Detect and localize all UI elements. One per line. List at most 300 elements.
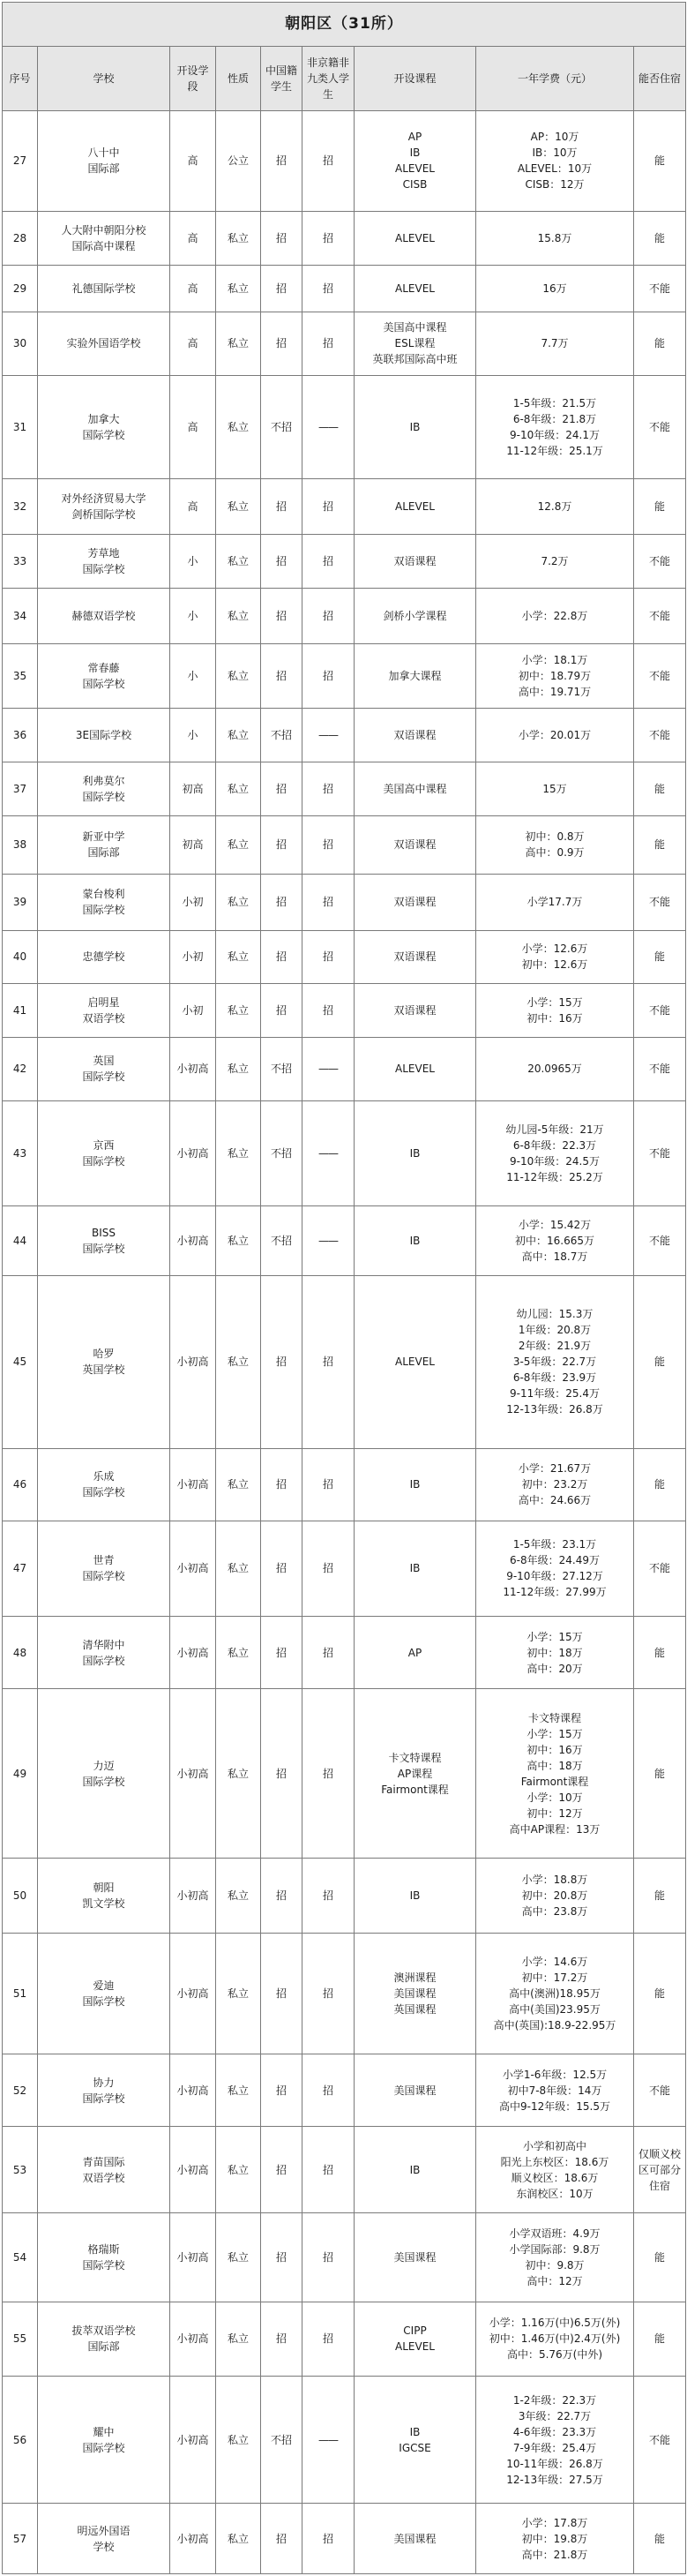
cell-stage: 小初高 [170,1689,216,1859]
cell-no: 56 [3,2377,38,2504]
cell-school [38,2127,170,2213]
cell-course [355,1276,476,1449]
cell-school-line: 国际学校 [82,1486,125,1499]
table-row [3,1521,686,1616]
cell-course-line: IB [409,1234,421,1247]
cell-nature: 私立 [216,1448,261,1521]
cell-nature: 私立 [216,478,261,534]
cell-course-line: 加拿大课程 [388,670,442,683]
cell-chinese: 不招 [261,709,302,762]
cell-fee-line: 7-9年级：25.4万 [512,2441,597,2454]
cell-fee-line: 初中：12万 [526,1806,583,1820]
cell-nonbj: 招 [302,815,355,874]
cell-course [355,875,476,930]
cell-school-line: 实验外国语学校 [66,337,141,350]
cell-school-line: 蒙台梭利 [82,888,125,901]
cell-school-line: 剑桥国际学校 [71,507,136,521]
cell-fee-line: 高中(英国):18.9-22.95万 [493,2018,616,2032]
table-row [3,211,686,265]
cell-nonbj: 招 [302,1689,355,1859]
cell-school-line: 国际学校 [82,2441,125,2454]
cell-course-line: ALEVEL [395,162,435,176]
cell-no: 46 [3,1448,38,1521]
cell-fee-line: 15万 [542,782,567,795]
cell-no: 28 [3,211,38,265]
cell-fee-line: 小学：10万 [526,1791,583,1804]
cell-fee-line: 3-5年级：22.7万 [512,1356,597,1369]
cell-course-line: 英联邦国际高中班 [372,353,458,366]
cell-fee-line: 6-8年级：24.49万 [510,1554,600,1567]
cell-school-line: 协力 [93,2076,115,2089]
cell-fee [476,2504,634,2574]
cell-fee [476,930,634,984]
cell-chinese: 招 [261,1859,302,1934]
table-row [3,762,686,816]
cell-fee-line: 小学：21.67万 [518,1462,592,1476]
cell-school-line: 格瑞斯 [87,2242,120,2256]
cell-school-line: 芳草地 [87,547,120,560]
cell-nature: 私立 [216,535,261,589]
cell-chinese: 招 [261,211,302,265]
cell-course [355,930,476,984]
cell-school [38,535,170,589]
cell-fee [476,815,634,874]
table-row [3,1276,686,1449]
cell-course-line: 双语课程 [393,1004,437,1018]
cell-school-line: 国际学校 [82,2092,125,2105]
cell-fee-line: 11-12年级：25.2万 [506,1170,603,1183]
cell-fee [476,1859,634,1934]
cell-school-line: 清华附中 [82,1638,125,1651]
cell-nonbj: 招 [302,2302,355,2377]
cell-fee-line: 9-10年级：24.5万 [510,1154,600,1168]
cell-school-line: 国际部 [87,846,120,860]
cell-boarding: 不能 [634,1521,686,1616]
cell-no: 41 [3,984,38,1038]
cell-course [355,1617,476,1689]
cell-school-line: 礼德国际学校 [71,282,136,295]
cell-fee-line: 小学：22.8万 [521,610,588,623]
cell-nature: 私立 [216,875,261,930]
cell-school [38,312,170,376]
cell-chinese: 招 [261,984,302,1038]
cell-chinese: 不招 [261,2377,302,2504]
table-row [3,588,686,643]
cell-course-line: 双语课程 [393,896,437,909]
cell-fee-line: 高中：12万 [526,2274,583,2287]
cell-nonbj: 招 [302,535,355,589]
cell-fee-line: 高中：23.8万 [521,1904,588,1918]
cell-school [38,1276,170,1449]
table-row [3,478,686,534]
cell-no: 33 [3,535,38,589]
cell-no: 35 [3,644,38,709]
cell-chinese: 招 [261,815,302,874]
cell-school [38,2504,170,2574]
cell-chinese: 招 [261,1617,302,1689]
cell-nature: 私立 [216,2127,261,2213]
cell-nature: 私立 [216,1276,261,1449]
cell-fee-line: 初中：12.6万 [521,958,588,972]
cell-school-line: 国际学校 [82,904,125,917]
cell-school-line: 人大附中朝阳分校 [61,223,146,237]
cell-course-line: ALEVEL [395,1063,435,1076]
cell-nature: 私立 [216,644,261,709]
cell-school [38,1521,170,1616]
cell-nature: 私立 [216,376,261,478]
cell-stage: 小初 [170,875,216,930]
cell-fee-line: 高中(澳洲)18.95万 [509,1986,601,2000]
cell-course-line: ALEVEL [395,1356,435,1369]
cell-no: 36 [3,709,38,762]
cell-fee-line: 3年级：22.7万 [518,2409,592,2422]
table-row [3,875,686,930]
cell-stage: 初高 [170,762,216,816]
cell-no: 55 [3,2302,38,2377]
cell-school-line: BISS [91,1226,116,1239]
cell-fee-line: 小学双语班：4.9万 [509,2227,601,2240]
cell-nonbj: 招 [302,644,355,709]
table-row [3,1617,686,1689]
table-row [3,535,686,589]
table-row [3,1689,686,1859]
cell-fee [476,265,634,312]
cell-stage: 小 [170,644,216,709]
cell-boarding: 能 [634,762,686,816]
cell-nonbj: 招 [302,1859,355,1934]
cell-boarding: 能 [634,815,686,874]
cell-fee [476,2054,634,2127]
cell-no: 43 [3,1100,38,1205]
cell-stage: 小 [170,709,216,762]
cell-fee-line: 初中：19.8万 [521,2532,588,2545]
cell-stage: 小初高 [170,1205,216,1275]
cell-school-line: 耀中 [93,2425,115,2438]
cell-fee-line: 高中：19.71万 [518,686,592,699]
cell-school-line: 国际部 [87,2340,120,2354]
cell-school [38,1933,170,2054]
cell-school [38,2302,170,2377]
cell-school [38,2377,170,2504]
cell-school-line: 明远外国语 [77,2524,131,2537]
cell-fee-line: CISB：12万 [525,178,585,192]
cell-fee-line: IB：10万 [532,146,578,160]
cell-school-line: 加拿大 [87,412,120,425]
cell-nonbj: 招 [302,312,355,376]
cell-school [38,265,170,312]
table-row [3,1933,686,2054]
table-row [3,2302,686,2377]
cell-fee-line: 幼儿园-5年级：21万 [505,1123,604,1136]
cell-school-line: 双语学校 [82,1012,125,1025]
cell-nonbj: 招 [302,1617,355,1689]
cell-fee-line: 12-13年级：26.8万 [506,1403,603,1416]
cell-course-line: AP [407,131,422,144]
cell-nature: 私立 [216,984,261,1038]
cell-course-line: 美国课程 [393,2084,437,2097]
table-row [3,265,686,312]
cell-school-line: 国际学校 [82,563,125,576]
cell-course [355,2377,476,2504]
cell-no: 51 [3,1933,38,2054]
cell-nonbj: 招 [302,2127,355,2213]
cell-fee-line: 高中：18万 [526,1759,583,1772]
cell-fee [476,1448,634,1521]
cell-course-line: 双语课程 [393,838,437,852]
cell-no: 32 [3,478,38,534]
header-no: 序号 [3,47,38,111]
cell-course-line: 美国高中课程 [383,782,447,795]
cell-nature: 私立 [216,1617,261,1689]
cell-stage: 小初高 [170,2504,216,2574]
cell-no: 31 [3,376,38,478]
cell-chinese: 不招 [261,376,302,478]
cell-chinese: 招 [261,762,302,816]
cell-fee [476,1205,634,1275]
cell-no: 48 [3,1617,38,1689]
table-row [3,984,686,1038]
table-row [3,111,686,212]
cell-boarding: 能 [634,1689,686,1859]
cell-no: 29 [3,265,38,312]
cell-fee-line: 高中：0.9万 [525,846,585,860]
cell-no: 42 [3,1038,38,1100]
cell-school [38,762,170,816]
cell-no: 47 [3,1521,38,1616]
cell-no: 45 [3,1276,38,1449]
cell-fee-line: 初中：9.8万 [525,2258,585,2272]
cell-school-line: 英国学校 [82,1363,125,1377]
cell-course-line: 双语课程 [393,729,437,742]
cell-fee-line: 高中：24.66万 [518,1494,592,1507]
cell-fee [476,644,634,709]
cell-school [38,875,170,930]
cell-chinese: 招 [261,1276,302,1449]
cell-boarding: 不能 [634,984,686,1038]
cell-boarding: 能 [634,1276,686,1449]
cell-fee-line: 小学：15万 [526,1630,583,1643]
cell-stage: 高 [170,211,216,265]
cell-fee-line: 9-11年级：25.4万 [510,1387,600,1401]
table-row [3,644,686,709]
cell-fee [476,1521,634,1616]
cell-nature: 私立 [216,588,261,643]
table-row [3,1205,686,1275]
cell-nonbj: 招 [302,478,355,534]
cell-course-line: AP [407,1646,422,1659]
cell-chinese: 招 [261,1933,302,2054]
cell-course [355,1205,476,1275]
cell-nonbj: —— [302,1038,355,1100]
cell-fee-line: 阳光上东校区：18.6万 [500,2155,609,2168]
cell-nature: 私立 [216,2377,261,2504]
cell-school [38,709,170,762]
cell-fee-line: 顺义校区：18.6万 [511,2171,599,2184]
cell-fee-line: 小学17.7万 [526,896,583,909]
cell-stage: 小初高 [170,1100,216,1205]
cell-stage: 小初高 [170,2302,216,2377]
cell-fee-line: 小学：20.01万 [518,729,592,742]
cell-chinese: 招 [261,265,302,312]
cell-fee-line: 20.0965万 [527,1063,582,1076]
table-row [3,1038,686,1100]
cell-nonbj: —— [302,1205,355,1275]
cell-stage: 小初高 [170,1933,216,2054]
cell-school [38,588,170,643]
cell-fee [476,2127,634,2213]
cell-course-line: 美国课程 [393,2532,437,2545]
cell-school-line: 国际高中课程 [71,239,136,252]
cell-chinese: 招 [261,478,302,534]
cell-course [355,111,476,212]
header-boarding: 能否住宿 [634,47,686,111]
cell-fee-line: 7.7万 [541,337,569,350]
cell-nonbj: 招 [302,588,355,643]
cell-stage: 小初高 [170,1859,216,1934]
cell-fee [476,312,634,376]
cell-school [38,1448,170,1521]
cell-nonbj: 招 [302,875,355,930]
cell-school [38,2213,170,2302]
cell-school-line: 国际部 [87,162,120,176]
cell-nonbj: 招 [302,265,355,312]
cell-nonbj: 招 [302,1448,355,1521]
cell-fee [476,1276,634,1449]
cell-course-line: ALEVEL [395,499,435,513]
cell-fee-line: 9-10年级：24.1万 [510,428,600,441]
table-row [3,376,686,478]
cell-nonbj: 招 [302,1521,355,1616]
cell-fee-line: 初中：18万 [526,1646,583,1659]
cell-course-line: 美国高中课程 [383,321,447,334]
cell-nature: 私立 [216,1038,261,1100]
cell-course [355,2127,476,2213]
cell-stage: 小 [170,535,216,589]
cell-fee-line: 初中：20.8万 [521,1889,588,1902]
cell-fee [476,211,634,265]
cell-school-line: 国际学校 [82,1994,125,2008]
cell-fee-line: 11-12年级：25.1万 [506,444,603,457]
cell-school-line: 力迈 [93,1759,115,1772]
cell-boarding: 能 [634,211,686,265]
cell-stage: 小初高 [170,2127,216,2213]
cell-nature: 私立 [216,1933,261,2054]
cell-nonbj: —— [302,1100,355,1205]
cell-stage: 小初高 [170,1521,216,1616]
cell-fee-line: 东润校区：10万 [516,2187,594,2200]
cell-course-line: 美国课程 [393,1986,437,2000]
cell-fee-line: 小学：15.42万 [518,1218,592,1231]
cell-fee-line: 15.8万 [537,231,572,244]
cell-stage: 小初高 [170,1448,216,1521]
cell-course [355,1100,476,1205]
cell-course-line: 剑桥小学课程 [383,610,447,623]
cell-stage: 小初 [170,930,216,984]
cell-fee [476,709,634,762]
cell-stage: 高 [170,265,216,312]
header-fee: 一年学费（元） [476,47,634,111]
cell-fee-line: 初中：16万 [526,1743,583,1756]
cell-school [38,478,170,534]
cell-fee-line: 高中9-12年级：15.5万 [499,2099,610,2113]
table-row [3,2377,686,2504]
cell-fee-line: 小学和初高中 [522,2139,586,2152]
table-row [3,1448,686,1521]
cell-course-line: IB [409,1889,421,1902]
cell-course-line: AP课程 [397,1767,433,1780]
cell-fee-line: 初中：0.8万 [525,830,585,844]
cell-chinese: 招 [261,1689,302,1859]
cell-fee-line: 幼儿园：15.3万 [516,1308,594,1321]
cell-course [355,2504,476,2574]
cell-fee-line: 卡文特课程 [527,1711,581,1724]
cell-school-line: 国际学校 [82,1070,125,1084]
cell-fee [476,2302,634,2377]
cell-boarding: 能 [634,111,686,212]
cell-nature: 公立 [216,111,261,212]
table-row [3,709,686,762]
cell-course-line: IB [409,1562,421,1575]
cell-course-line: 英国课程 [393,2002,437,2016]
cell-fee-line: 初中7-8年级：14万 [507,2084,602,2097]
cell-course [355,211,476,265]
table-row [3,930,686,984]
cell-no: 39 [3,875,38,930]
cell-fee-line: 10-11年级：26.8万 [506,2457,603,2470]
school-table [2,2,686,2574]
cell-fee [476,984,634,1038]
cell-fee-line: 6-8年级：22.3万 [512,1138,597,1152]
cell-course-line: 双语课程 [393,950,437,964]
table-row [3,2127,686,2213]
cell-fee-line: 7.2万 [541,555,569,568]
cell-fee [476,1933,634,2054]
cell-fee [476,2377,634,2504]
cell-fee [476,875,634,930]
cell-nature: 私立 [216,2054,261,2127]
cell-boarding: 能 [634,2302,686,2377]
cell-no: 40 [3,930,38,984]
cell-stage: 高 [170,312,216,376]
cell-stage: 小初高 [170,2054,216,2127]
cell-nature: 私立 [216,265,261,312]
cell-boarding: 能 [634,1933,686,2054]
cell-school [38,1100,170,1205]
cell-nature: 私立 [216,1689,261,1859]
cell-fee-line: 6-8年级：21.8万 [512,412,597,425]
cell-fee-line: 小学：18.1万 [521,654,588,667]
cell-school-line: 双语学校 [82,2171,125,2184]
cell-no: 57 [3,2504,38,2574]
cell-nature: 私立 [216,1859,261,1934]
cell-school [38,111,170,212]
cell-fee-line: 16万 [542,282,567,295]
cell-school-line: 英国 [93,1055,115,1068]
cell-fee-line: 12.8万 [537,499,572,513]
cell-chinese: 不招 [261,1038,302,1100]
cell-fee-line: 2年级：21.9万 [518,1340,592,1353]
cell-fee-line: AP：10万 [530,131,579,144]
cell-boarding: 不能 [634,265,686,312]
cell-course [355,2302,476,2377]
cell-course-line: CIPP [403,2324,427,2338]
cell-chinese: 招 [261,2054,302,2127]
cell-chinese: 招 [261,2504,302,2574]
cell-boarding: 不能 [634,1100,686,1205]
cell-boarding: 不能 [634,1038,686,1100]
cell-course [355,1933,476,2054]
cell-fee-line: 4-6年级：23.3万 [512,2425,597,2438]
